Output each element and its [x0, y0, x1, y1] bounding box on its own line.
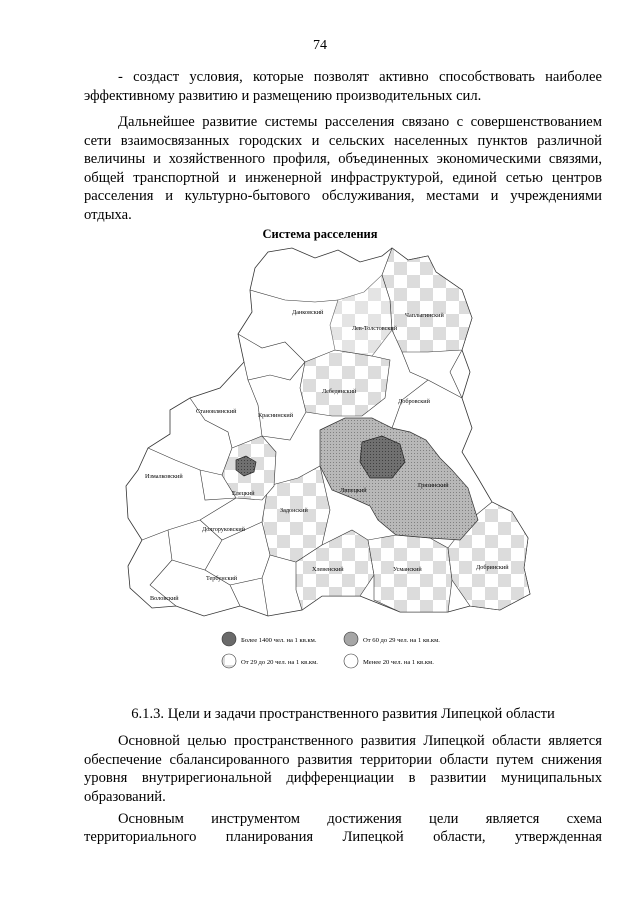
paragraph-conditions: - создаст условия, которые позволят активно способствовать наиболее эффективному развитию и размещению производительных сил. — [84, 69, 602, 104]
legend-swatch-medium — [344, 632, 358, 646]
legend-label-medium: От 60 до 29 чел. на 1 кв.км. — [363, 637, 440, 644]
label-terbunsky: Тербунский — [206, 575, 238, 582]
legend-swatch-high — [222, 632, 236, 646]
label-volovsky: Воловский — [150, 595, 179, 602]
label-lipetsky: Липецкий — [340, 487, 367, 494]
page-number: 74 — [313, 38, 327, 53]
label-dobrinsky: Добринский — [476, 564, 509, 571]
legend-label-low: От 29 до 20 чел. на 1 кв.км. — [241, 659, 318, 666]
label-khlevensky: Хлевенский — [312, 566, 344, 573]
label-dolgorukovsky: Долгоруковский — [202, 526, 245, 533]
legend-label-lowest: Менее 20 чел. на 1 кв.км. — [363, 659, 434, 666]
map-title: Система расселения — [262, 227, 378, 241]
label-dankovsky: Данковский — [292, 309, 324, 316]
label-izmalkovsky: Измалковский — [145, 473, 183, 480]
district-usmansky-area — [368, 535, 452, 612]
paragraph-main-goal: Основной целью пространственного развития Липецкой области является обеспечение сбалансированного развития территории области путем снижения уровня внутрирегиональной дифференциации в развитии муниципальных образований. — [84, 733, 602, 805]
label-dobrovsky: Добровский — [398, 398, 430, 405]
label-lev-tolstovsky: Лев-Толстовский — [352, 325, 398, 332]
map-legend — [222, 632, 440, 668]
section-heading: 6.1.3. Цели и задачи пространственного развития Липецкой области — [131, 706, 555, 722]
label-zadonsky: Задонский — [280, 507, 308, 514]
label-gryazinsky: Грязинский — [418, 482, 449, 489]
label-krasninsky: Краснинский — [258, 412, 294, 419]
paragraph-territorial-planning: территориального планирования Липецкой области, утвержденная — [84, 829, 602, 845]
label-chaplyginsky: Чаплыгинский — [405, 312, 444, 319]
label-eletsky: Елецкий — [232, 490, 255, 497]
legend-label-high: Более 1400 чел. на 1 кв.км. — [241, 637, 317, 644]
district-chaplyginsky-area — [382, 248, 472, 352]
paragraph-settlement-system: Дальнейшее развитие системы расселения связано с совершенствованием сети взаимосвязанных городских и сельских населенных пунктов различной величины и хозяйственного профиля, объединенных экономическими связями, общей транспортной и инженерной инфраструктурой, единой сетью центров расселения и культурно-бытового обслуживания, местами и учреждениями отдыха. — [84, 114, 602, 223]
label-usmansky: Усманский — [393, 566, 422, 573]
label-lebedyansky: Лебедянский — [322, 388, 357, 395]
label-stanovlyansky: Становлянский — [196, 408, 237, 415]
paragraph-main-instrument: Основным инструментом достижения цели является схема — [118, 811, 602, 827]
legend-swatch-lowest — [344, 654, 358, 668]
legend-swatch-low — [222, 654, 236, 668]
